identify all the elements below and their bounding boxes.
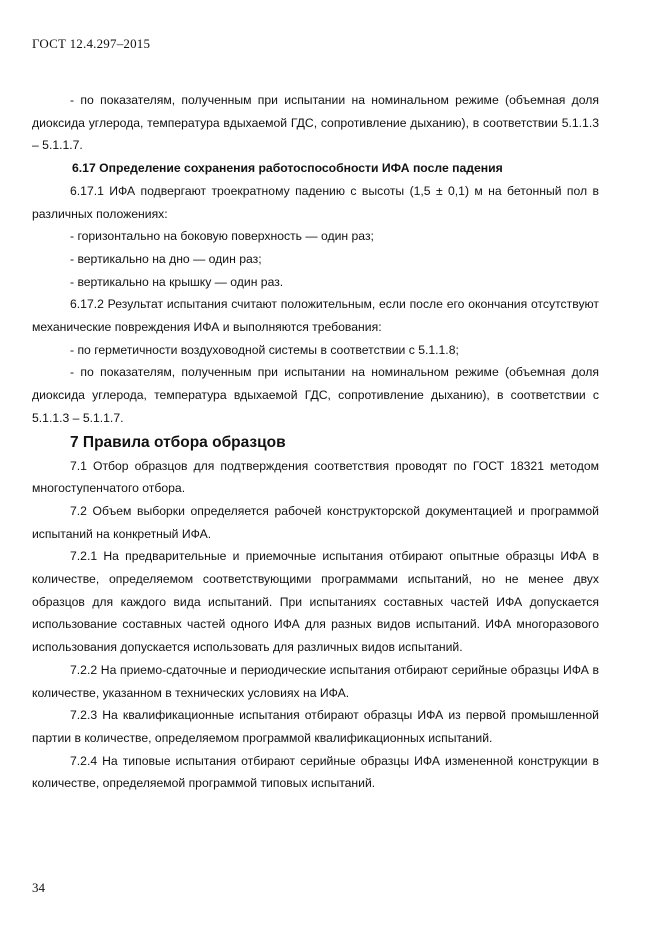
subsection-heading: 6.17 Определение сохранения работоспособности ИФА после падения: [72, 161, 503, 176]
paragraph: 7.2 Объем выборки определяется рабочей конструкторской документацией и программой испытаний на конкретный ИФА.: [32, 503, 599, 541]
list-item: - по показателям, полученным при испытании на номинальном режиме (объемная доля диоксида углерода, температура вдыхаемой ГДС, сопротивление дыханию), в соответствии с 5.1.1.3 – 5.1.1.7.: [32, 365, 599, 425]
paragraph: 7.2.3 На квалификационные испытания отбирают образцы ИФА из первой промышленной партии в количестве, определяемом программой квалификационных испытаний.: [32, 708, 599, 745]
section-heading: 7 Правила отбора образцов: [70, 433, 286, 451]
paragraph: - по показателям, полученным при испытании на номинальном режиме (объемная доля диоксида углерода, температура вдыхаемой ГДС, сопротивление дыханию), в соответствии 5.1.1.3 – 5.1.1.7.: [32, 93, 599, 153]
list-item: - по герметичности воздуховодной системы в соответствии с 5.1.1.8;: [70, 342, 459, 357]
paragraph: 6.17.1 ИФА подвергают троекратному падению с высоты (1,5 ± 0,1) м на бетонный пол в различных положениях:: [32, 183, 599, 221]
paragraph: 6.17.2 Результат испытания считают положительным, если после его окончания отсутствуют механические повреждения ИФА и выполняются требования:: [32, 297, 599, 335]
paragraph: 7.1 Отбор образцов для подтверждения соответствия проводят по ГОСТ 18321 методом многоступенчатого отбора.: [32, 458, 599, 496]
list-item: - вертикально на дно — один раз;: [70, 251, 262, 266]
document-code-header: ГОСТ 12.4.297–2015: [32, 36, 151, 51]
list-item: - вертикально на крышку — один раз.: [70, 274, 284, 289]
page-number: 34: [32, 880, 45, 895]
document-body: [32, 89, 599, 795]
list-item: - горизонтально на боковую поверхность — один раз;: [70, 229, 374, 244]
paragraph: 7.2.1 На предварительные и приемочные испытания отбирают опытные образцы ИФА в количестве, определяемом соответствующими программами испытаний, но не менее двух образцов для каждого вида испытаний. При испытаниях составных частей ИФА допускается использование составных частей одного ИФА для разных видов испытаний. ИФА многоразового использования допускается использовать для различных видов испытаний.: [32, 549, 599, 655]
paragraph: 7.2.4 На типовые испытания отбирают серийные образцы ИФА измененной конструкции в количестве, определяемой программой типовых испытаний.: [32, 753, 599, 791]
paragraph: 7.2.2 На приемо-сдаточные и периодические испытания отбирают серийные образцы ИФА в количестве, указанном в технических условиях на ИФА.: [32, 662, 599, 700]
